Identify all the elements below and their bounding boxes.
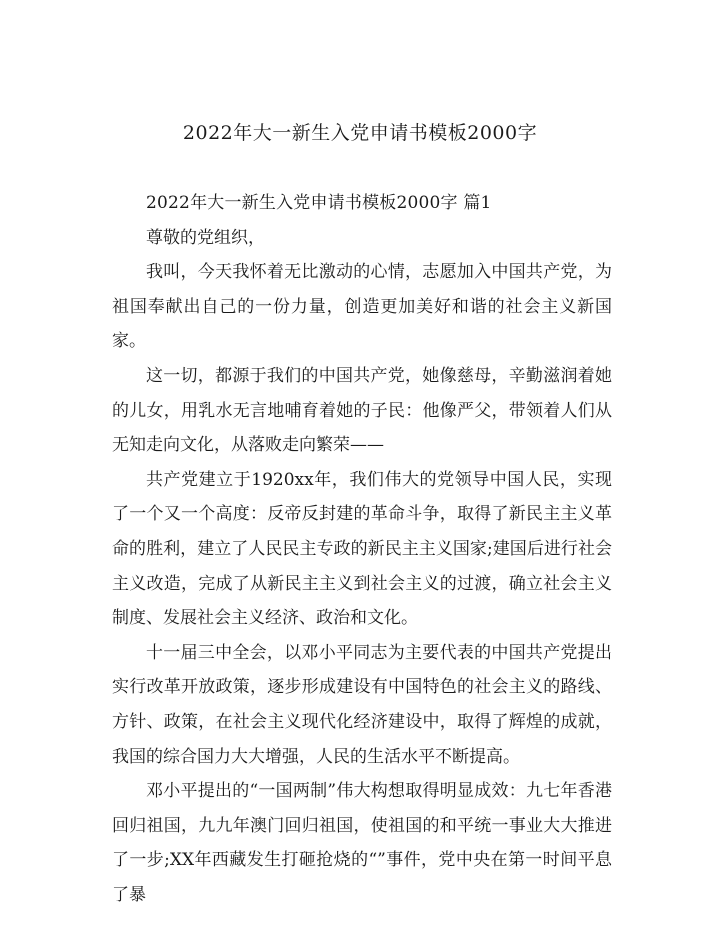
paragraph: 共产党建立于1920xx年，我们伟大的党领导中国人民，实现了一个又一个高度：反帝反封建的革命斗争，取得了新民主主义革命的胜利，建立了人民民主专政的新民主主义国家;建国后进行社会主义改造，完成了从新民主主义到社会主义的过渡，确立社会主义制度、发展社会主义经济、政治和文化。: [112, 469, 612, 629]
paragraph: 我叫，今天我怀着无比激动的心情，志愿加入中国共产党，为祖国奉献出自己的一份力量，创造更加美好和谐的社会主义新国家。: [112, 262, 612, 352]
salutation: 尊敬的党组织，: [146, 227, 265, 248]
paragraph: 邓小平提出的“一国两制”伟大构想取得明显成效：九七年香港回归祖国，九九年澳门回归祖国，使祖国的和平统一事业大大推进了一步;XX年西藏发生打砸抢烧的“”事件，党中央在第一时间平息了暴: [112, 781, 612, 905]
document-body: [112, 186, 612, 912]
paragraph: 这一切，都源于我们的中国共产党，她像慈母，辛勤滋润着她的儿女，用乳水无言地哺育着她的子民：他像严父，带领着人们从无知走向文化，从落败走向繁荣——: [112, 365, 612, 456]
paragraph: 十一届三中全会，以邓小平同志为主要代表的中国共产党提出实行改革开放政策，逐步形成建设有中国特色的社会主义的路线、方针、政策，在社会主义现代化经济建设中，取得了辉煌的成就，我国的综合国力大大增强，人民的生活水平不断提高。: [112, 642, 612, 767]
document-title: 2022年大一新生入党申请书模板2000字: [182, 122, 538, 144]
section-heading: 2022年大一新生入党申请书模板2000字 篇1: [146, 193, 492, 213]
